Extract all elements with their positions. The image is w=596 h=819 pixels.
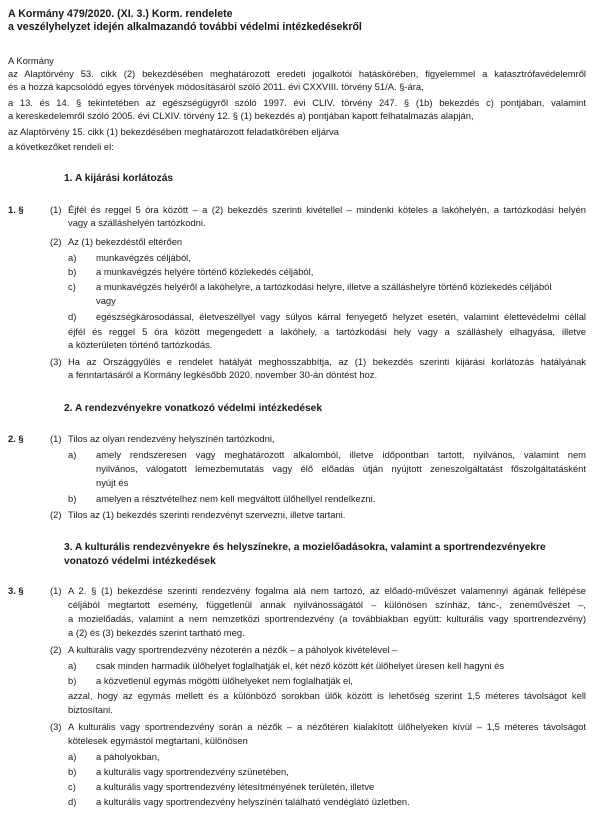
list-item-text: a kulturális vagy sportrendezvény helyszínén található vendéglátó üzletben. xyxy=(96,796,410,807)
list-item-letter: a) xyxy=(68,660,77,671)
list-item-text: amely rendszeresen vagy meghatározott alkalomból, illetve időpontban tartott, nyilvános, valamint nem xyxy=(96,449,586,460)
doc-title-line-1: A Kormány 479/2020. (XI. 3.) Korm. rendelete xyxy=(8,8,233,20)
intro-line: a következőket rendeli el: xyxy=(8,141,114,152)
subsection-number: (1) xyxy=(50,433,62,444)
list-item-text: a kulturális vagy sportrendezvény szünetében, xyxy=(96,766,289,777)
paragraph-line: Ha az Országgyűlés e rendelet hatályát meghosszabbítja, az (1) bekezdés szerinti kijárási korlátozás hatályának xyxy=(68,356,586,367)
list-item-text: a páholyokban, xyxy=(96,751,160,762)
paragraph-line: céljából megtartott esemény, függetlenül annak nyilvánosságától – különösen színház, tánc-, zeneművészet –, xyxy=(68,599,586,610)
paragraph-line: a fenntartásáról a Kormány legkésőbb 2020. november 30-án döntést hoz. xyxy=(68,369,378,380)
paragraph-line: A 2. § (1) bekezdése szerinti rendezvény fogalma alá nem tartozó, az előadó-művészet valamennyi ágának fellépése xyxy=(68,585,586,596)
list-item-letter: a) xyxy=(68,751,77,762)
intro-line: és a hozzá kapcsolódó egyes törvények módosításáról szóló 2011. évi CXXVIII. törvény 51/A. §-ára, xyxy=(8,81,424,92)
paragraph-number: 3. § xyxy=(8,585,24,596)
list-item-letter: b) xyxy=(68,266,77,277)
paragraph-line: Tilos az olyan rendezvény helyszínén tartózkodni, xyxy=(68,433,275,444)
list-item-text: egészségkárosodással, életveszéllyel vagy súlyos kárral fenyegető helyzet esetén, valamint élettevédelmi céllal xyxy=(96,311,586,322)
paragraph-line: A kulturális vagy sportrendezvény nézoterén a nézők – a páholyok kivételével – xyxy=(68,644,398,655)
section-heading: 1. A kijárási korlátozás xyxy=(64,173,174,184)
subsection-number: (2) xyxy=(50,644,62,655)
paragraph-line: azzal, hogy az egymás mellett és a különböző sorokban ülők között is lehetőség szerint 1,5 méteres távolságot kell xyxy=(68,690,586,701)
subsection-number: (3) xyxy=(50,721,62,732)
list-item-letter: b) xyxy=(68,675,77,686)
paragraph-line: a (2) és (3) bekezdés szerint tartható meg. xyxy=(68,627,245,638)
paragraph-line: vagy a szálláshelyén tartózkodni. xyxy=(68,217,206,228)
intro-line: az Alaptörvény 53. cikk (2) bekezdésében meghatározott eredeti jogalkotói hatáskörében, figyelemmel a katasztrófavédelemről xyxy=(8,68,586,79)
paragraph-line: Tilos az (1) bekezdés szerinti rendezvényt szervezni, illetve tartani. xyxy=(68,509,346,520)
list-item-text: nyilvános, válogatott lemezbemutatás vagy élő előadás útján nyújtott zeneszolgáltatást főszolgáltatásként xyxy=(96,463,586,474)
list-item-letter: a) xyxy=(68,449,77,460)
section-heading: 2. A rendezvényekre vonatkozó védelmi intézkedések xyxy=(64,403,323,414)
list-item-text: amelyen a résztvételhez nem kell megváltott ülőhellyel rendelkezni. xyxy=(96,493,376,504)
list-item-letter: b) xyxy=(68,493,77,504)
list-item-letter: a) xyxy=(68,252,77,263)
paragraph-number: 1. § xyxy=(8,204,24,215)
paragraph-line: kötelesek egymástól megtartani, különösen xyxy=(68,735,248,746)
intro-line: a 13. és 14. § tekintetében az egészségügyről szóló 1997. évi CLIV. törvény 247. § (1b) bekezdés c) pontjában, valamint xyxy=(8,97,586,108)
paragraph-number: 2. § xyxy=(8,433,24,444)
paragraph-line: a közterületen történő tartózkodás. xyxy=(68,339,213,350)
list-item-letter: c) xyxy=(68,281,76,292)
section-heading: 3. A kulturális rendezvényekre és helyszínekre, a mozielőadásokra, valamint a sportrendezvényekre xyxy=(64,542,546,553)
intro-line: az Alaptörvény 15. cikk (1) bekezdésében meghatározott feladatkörében eljárva xyxy=(8,126,339,137)
list-item-letter: c) xyxy=(68,781,76,792)
paragraph-line: Éjfél és reggel 5 óra között – a (2) bekezdés szerinti kivétellel – mindenki köteles a lakóhelyén, a tartózkodási helyén xyxy=(68,204,586,215)
list-item-text: a kulturális vagy sportrendezvény létesítményének területén, illetve xyxy=(96,781,375,792)
paragraph-line: A kulturális vagy sportrendezvény során a nézők – a nézőtéren kialakított ülőhelyeken kívül – 1,5 méteres távolságot xyxy=(68,721,586,732)
intro-line: A Kormány xyxy=(8,55,54,66)
subsection-number: (2) xyxy=(50,509,62,520)
list-item-letter: d) xyxy=(68,796,77,807)
doc-title-line-2: a veszélyhelyzet idején alkalmazandó további védelmi intézkedésekről xyxy=(8,21,362,33)
list-item-letter: d) xyxy=(68,311,77,322)
list-item-text: a munkavégzés helyéről a lakóhelyre, a tartózkodási helyre, illetve a szálláshelyre történő közlekedés céljából xyxy=(96,281,552,292)
list-item-text: nyújt és xyxy=(96,477,129,488)
paragraph-line: a mozielőadás, valamint a nem nemzetközi sportrendezvény (a továbbiakban együtt: kulturális vagy sportrendezvény) xyxy=(68,613,586,624)
list-item-text: a közvetlenül egymás mögötti ülőhelyeket nem foglalhatják el, xyxy=(96,675,353,686)
subsection-number: (1) xyxy=(50,585,62,596)
subsection-number: (2) xyxy=(50,236,62,247)
list-item-text: munkavégzés céljából, xyxy=(96,252,191,263)
list-item-text: a munkavégzés helyére történő közlekedés céljából, xyxy=(96,266,314,277)
subsection-number: (3) xyxy=(50,356,62,367)
intro-line: a kereskedelemről szóló 2005. évi CLXIV. törvény 12. § (1) bekezdés a) pontjában kapott felhatalmazás alapján, xyxy=(8,110,474,121)
paragraph-line: Az (1) bekezdéstől eltérően xyxy=(68,236,183,247)
list-item-letter: b) xyxy=(68,766,77,777)
list-item-text: csak minden harmadik ülőhelyet foglalhatják el, két néző között két ülőhelyet üresen kell hagyni és xyxy=(96,660,505,671)
list-item-text: vagy xyxy=(96,295,116,306)
paragraph-line: éjfél és reggel 5 óra között megengedett a lakóhely, a tartózkodási hely vagy a szálláshely elhagyása, illetve xyxy=(68,326,586,337)
section-heading: vonatozó védelmi intézkedések xyxy=(64,556,216,567)
paragraph-line: biztosítani. xyxy=(68,704,113,715)
subsection-number: (1) xyxy=(50,204,62,215)
